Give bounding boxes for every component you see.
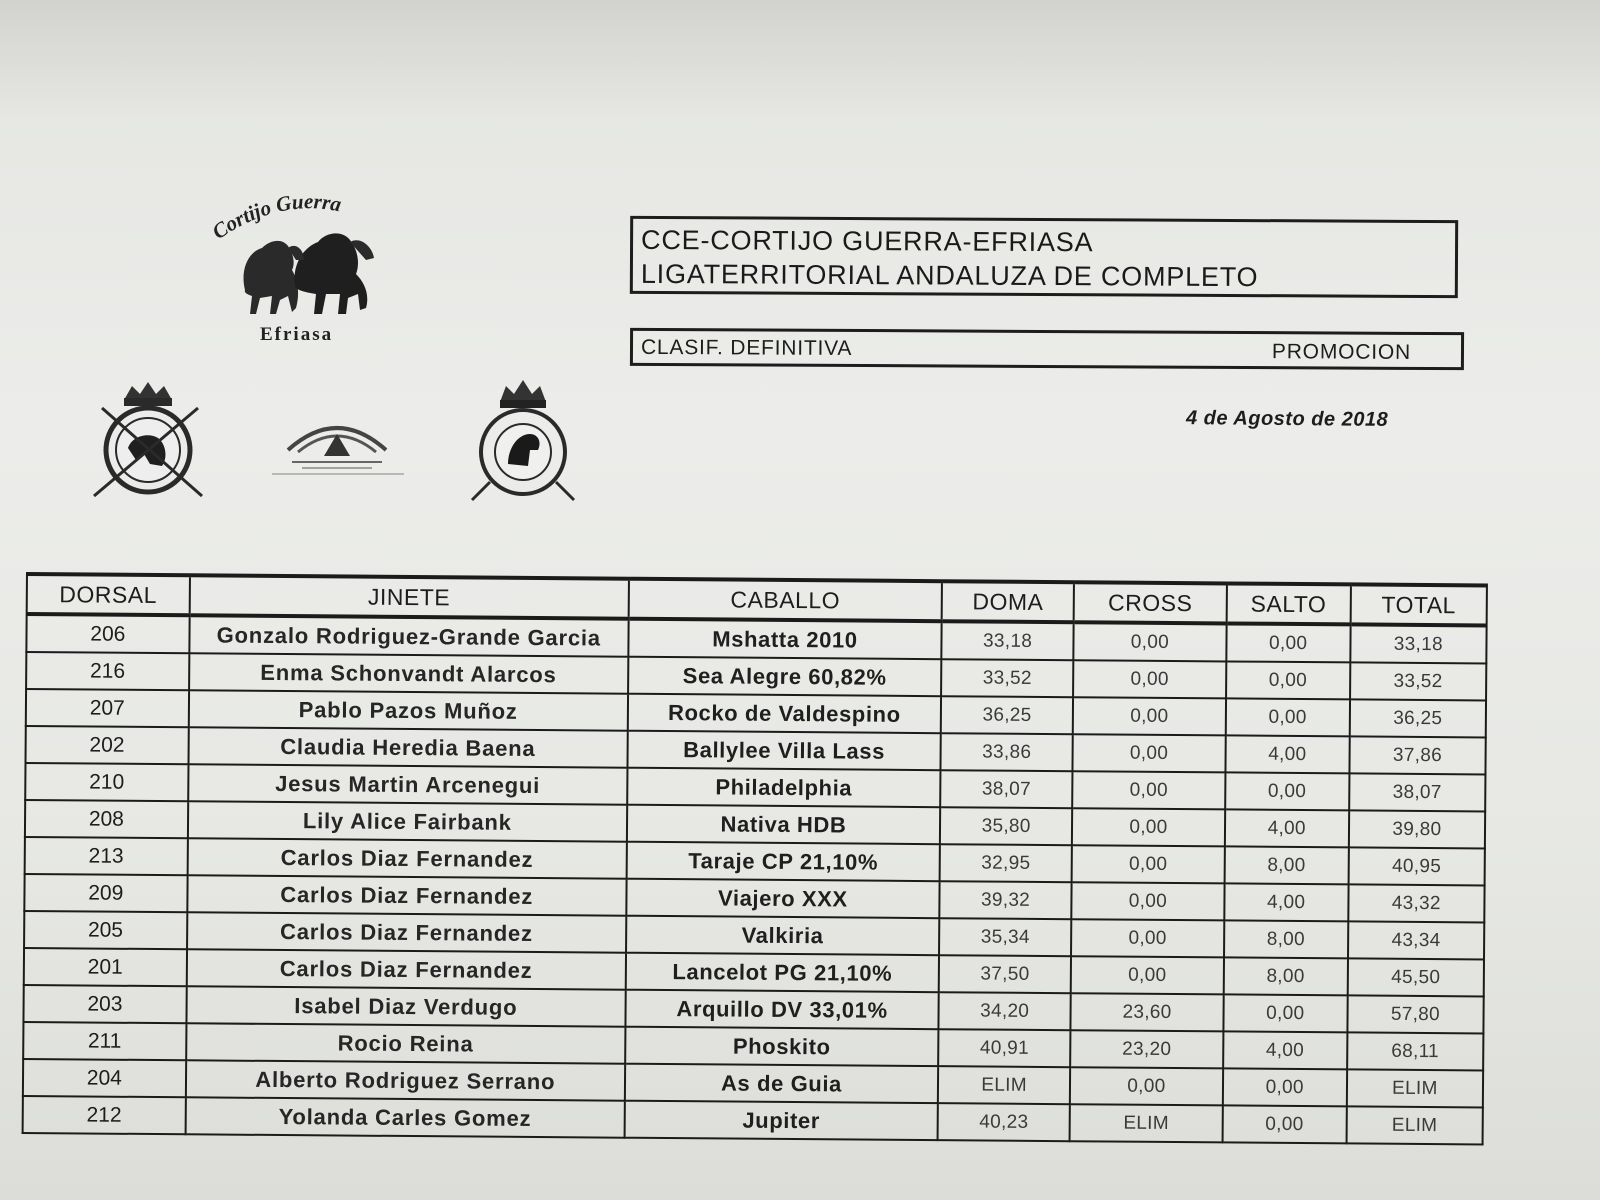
cell-dorsal: 202 (25, 726, 188, 764)
cell-total: 33,52 (1350, 662, 1487, 700)
cell-caballo: As de Guia (625, 1064, 938, 1103)
svg-text:Efriasa: Efriasa (260, 324, 334, 345)
crest-emblem-left (88, 378, 208, 503)
cell-total: 33,18 (1350, 624, 1487, 663)
junta-andalucia-logo (262, 412, 412, 482)
cell-salto: 4,00 (1224, 883, 1348, 921)
results-body (23, 614, 1487, 1144)
cell-cross: 0,00 (1072, 882, 1225, 920)
cell-doma: 34,20 (938, 992, 1070, 1030)
cell-salto: 0,00 (1223, 994, 1347, 1032)
cell-jinete: Enma Schonvandt Alarcos (189, 653, 628, 693)
cell-salto: 0,00 (1225, 772, 1349, 810)
cell-jinete: Lily Alice Fairbank (188, 801, 627, 841)
cell-jinete: Yolanda Carles Gomez (185, 1097, 624, 1137)
cell-cross: 0,00 (1071, 919, 1224, 957)
cell-salto: 8,00 (1224, 846, 1348, 884)
cell-dorsal: 210 (25, 763, 188, 801)
cell-doma: 33,86 (941, 733, 1073, 771)
cell-doma: 39,32 (939, 881, 1071, 919)
cell-caballo: Jupiter (624, 1101, 937, 1140)
cell-jinete: Jesus Martin Arcenegui (188, 764, 627, 804)
cell-caballo: Phoskito (625, 1027, 938, 1066)
cell-jinete: Carlos Diaz Fernandez (187, 875, 626, 915)
cell-dorsal: 201 (24, 948, 187, 986)
cell-dorsal: 208 (25, 800, 188, 838)
cell-jinete: Claudia Heredia Baena (188, 727, 627, 767)
cell-caballo: Philadelphia (627, 768, 940, 807)
cell-cross: 23,20 (1070, 1030, 1223, 1068)
cell-jinete: Isabel Diaz Verdugo (186, 986, 625, 1026)
event-date: 4 de Agosto de 2018 (1185, 407, 1389, 431)
cell-cross: 0,00 (1072, 808, 1225, 846)
cell-cross: 23,60 (1071, 993, 1224, 1031)
category-label: PROMOCION (1271, 340, 1412, 364)
column-header-total: TOTAL (1350, 584, 1487, 625)
column-header-doma: DOMA (942, 581, 1074, 622)
classification-label: CLASIF. DEFINITIVA (640, 335, 853, 360)
cell-doma: 33,52 (941, 659, 1073, 697)
cell-cross: 0,00 (1073, 697, 1226, 735)
cell-total: ELIM (1346, 1106, 1483, 1144)
column-header-dorsal: DORSAL (27, 574, 190, 615)
cell-cross: 0,00 (1072, 771, 1225, 809)
cell-salto: 0,00 (1223, 1068, 1347, 1106)
cell-total: 43,34 (1348, 921, 1485, 959)
cell-salto: 0,00 (1225, 698, 1349, 736)
cell-caballo: Taraje CP 21,10% (627, 842, 940, 881)
cell-total: 43,32 (1348, 884, 1485, 922)
cell-doma: 33,18 (941, 621, 1073, 660)
cell-total: ELIM (1347, 1069, 1484, 1107)
column-header-caballo: CABALLO (629, 579, 942, 621)
cortijo-guerra-logo (200, 190, 400, 350)
event-title: CCE-CORTIJO GUERRA-EFRIASA (641, 224, 1094, 258)
cell-dorsal: 206 (26, 614, 189, 653)
cell-dorsal: 207 (26, 689, 189, 727)
cell-total: 38,07 (1349, 773, 1486, 811)
svg-text:Cortijo Guerra: Cortijo Guerra (207, 190, 344, 244)
cell-doma: 38,07 (940, 770, 1072, 808)
cell-salto: 0,00 (1226, 661, 1350, 699)
results-table (22, 572, 1488, 1145)
cell-doma: 40,23 (938, 1103, 1070, 1141)
cell-cross: 0,00 (1073, 734, 1226, 772)
cell-caballo: Mshatta 2010 (628, 619, 941, 659)
cell-total: 68,11 (1347, 1032, 1484, 1070)
cell-salto: 4,00 (1225, 809, 1349, 847)
cell-cross: ELIM (1070, 1104, 1223, 1142)
cell-caballo: Lancelot PG 21,10% (626, 953, 939, 992)
cell-cross: 0,00 (1071, 956, 1224, 994)
column-header-jinete: JINETE (189, 575, 629, 618)
cell-cross: 0,00 (1073, 660, 1226, 698)
cell-caballo: Viajero XXX (626, 879, 939, 918)
cell-total: 36,25 (1349, 699, 1486, 737)
cell-doma: 35,34 (939, 918, 1071, 956)
federacion-hipica-crest (468, 372, 578, 507)
cell-caballo: Nativa HDB (627, 805, 940, 844)
cell-total: 37,86 (1349, 736, 1486, 774)
cell-cross: 0,00 (1072, 845, 1225, 883)
event-title-box (630, 216, 1458, 298)
cell-total: 39,80 (1349, 810, 1486, 848)
cell-jinete: Carlos Diaz Fernandez (186, 949, 625, 989)
cell-caballo: Ballylee Villa Lass (627, 731, 940, 770)
cell-dorsal: 211 (23, 1022, 186, 1060)
page-shadow (0, 0, 1600, 120)
cell-cross: 0,00 (1074, 622, 1227, 661)
cell-dorsal: 216 (26, 652, 189, 690)
event-subtitle: LIGATERRITORIAL ANDALUZA DE COMPLETO (640, 258, 1259, 293)
cell-salto: 4,00 (1223, 1031, 1347, 1069)
cell-salto: 8,00 (1224, 920, 1348, 958)
cell-doma: 32,95 (940, 844, 1072, 882)
cell-caballo: Arquillo DV 33,01% (625, 990, 938, 1029)
cell-jinete: Alberto Rodriguez Serrano (186, 1060, 625, 1100)
cell-dorsal: 213 (25, 837, 188, 875)
cell-caballo: Valkiria (626, 916, 939, 955)
cell-total: 57,80 (1347, 995, 1484, 1033)
cell-doma: 37,50 (939, 955, 1071, 993)
cell-total: 45,50 (1347, 958, 1484, 996)
cell-salto: 0,00 (1226, 623, 1350, 662)
cell-caballo: Rocko de Valdespino (628, 694, 941, 733)
cell-doma: 40,91 (938, 1029, 1070, 1067)
cell-jinete: Pablo Pazos Muñoz (188, 690, 627, 730)
cell-dorsal: 204 (23, 1059, 186, 1097)
cell-dorsal: 205 (24, 911, 187, 949)
cell-jinete: Carlos Diaz Fernandez (187, 838, 626, 878)
cell-salto: 8,00 (1223, 957, 1347, 995)
cell-doma: ELIM (938, 1066, 1070, 1104)
cell-dorsal: 203 (23, 985, 186, 1023)
cell-jinete: Carlos Diaz Fernandez (187, 912, 626, 952)
cell-doma: 35,80 (940, 807, 1072, 845)
cell-cross: 0,00 (1070, 1067, 1223, 1105)
cell-caballo: Sea Alegre 60,82% (628, 657, 941, 696)
column-header-salto: SALTO (1226, 583, 1350, 624)
cell-total: 40,95 (1348, 847, 1485, 885)
cell-jinete: Gonzalo Rodriguez-Grande Garcia (189, 615, 629, 656)
classification-box (630, 328, 1464, 370)
cell-doma: 36,25 (941, 696, 1073, 734)
cell-salto: 0,00 (1222, 1105, 1346, 1143)
column-header-cross: CROSS (1074, 582, 1227, 623)
cell-dorsal: 212 (23, 1096, 186, 1134)
cell-jinete: Rocio Reina (186, 1023, 625, 1063)
cell-salto: 4,00 (1225, 735, 1349, 773)
cell-dorsal: 209 (24, 874, 187, 912)
